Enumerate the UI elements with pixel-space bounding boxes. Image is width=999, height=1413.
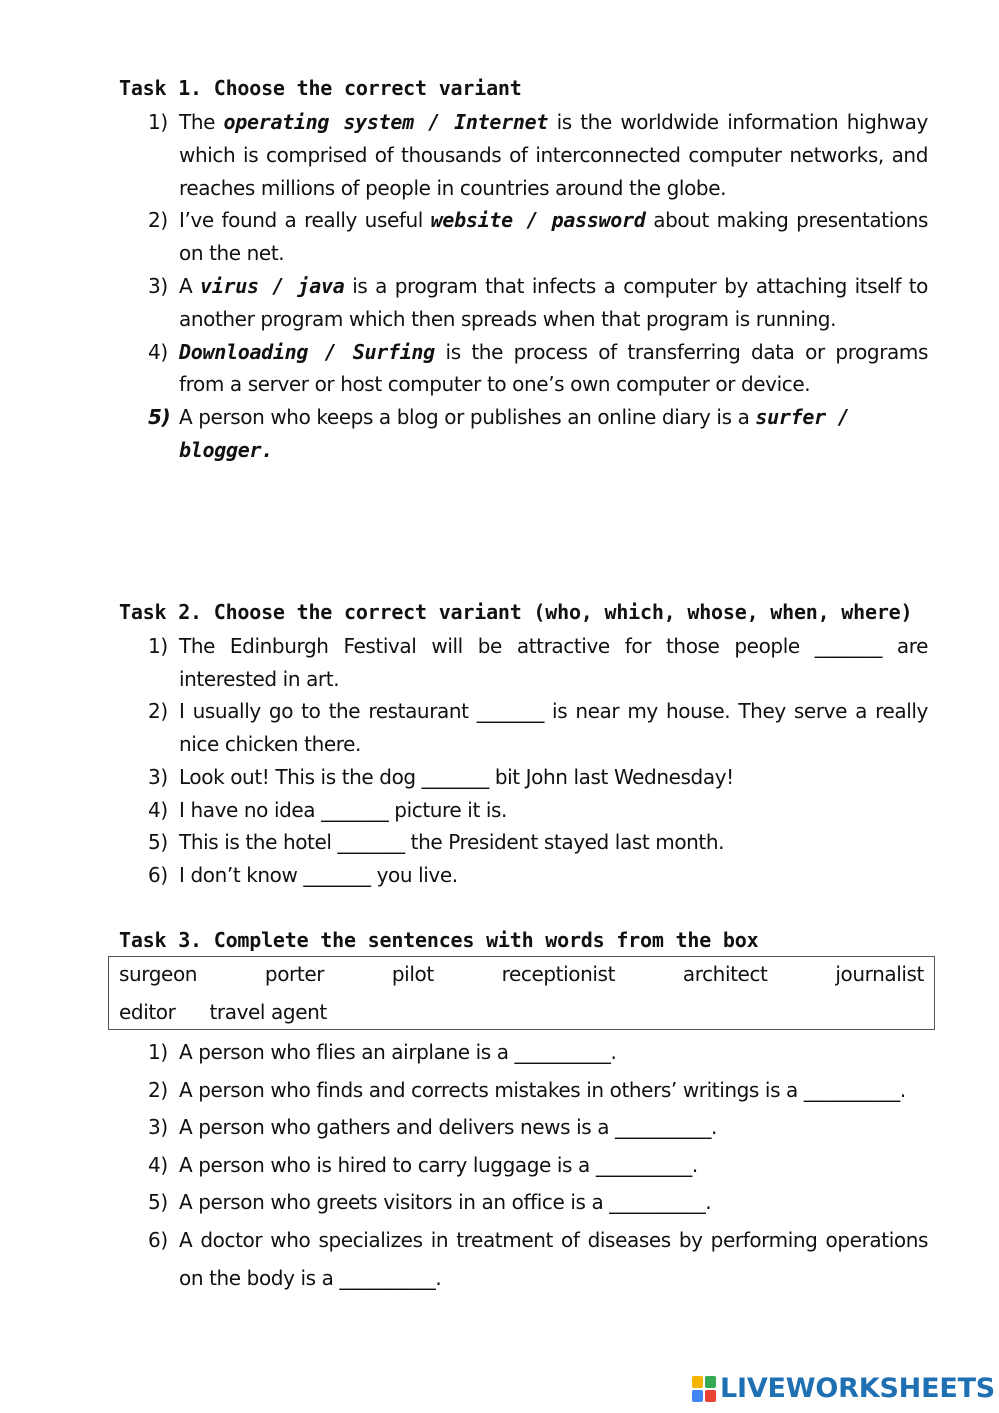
box-word: journalist: [835, 962, 924, 986]
item-text: [179, 401, 928, 467]
item-number: 5): [148, 1190, 168, 1215]
item-number: 5): [148, 830, 168, 855]
item-text[interactable]: A person who gathers and delivers news is a __________.: [179, 1115, 718, 1140]
box-word: pilot: [391, 962, 434, 986]
item-text: [179, 106, 928, 204]
answer-options[interactable]: operating system / Internet: [223, 110, 549, 134]
list-item: [148, 695, 928, 760]
item-number: 4): [148, 797, 168, 822]
box-word: porter: [264, 962, 325, 986]
word-box-row: [119, 962, 924, 986]
list-item: [148, 1147, 928, 1185]
logo-square: [705, 1390, 716, 1402]
answer-options[interactable]: surfer / blogger.: [179, 405, 850, 462]
item-text: [179, 204, 928, 270]
item-text: [179, 336, 928, 402]
logo-square: [692, 1390, 703, 1402]
logo-text: LIVEWORKSHEETS: [720, 1373, 996, 1404]
logo-square: [692, 1376, 703, 1388]
box-word: architect: [682, 962, 768, 986]
item-text[interactable]: The Edinburgh Festival will be attractive for those people _______ are interested in art.: [179, 634, 928, 691]
task3-title: Task 3. Complete the sentences with words from the box: [119, 928, 759, 952]
list-item: [148, 794, 928, 827]
item-text[interactable]: A person who finds and corrects mistakes in others’ writings is a __________.: [179, 1077, 906, 1102]
item-text-post: is the worldwide information highway which is comprised of thousands of interconnected computer networks, and reaches millions of people in countries around the globe.: [179, 110, 928, 200]
list-item: [148, 1072, 928, 1110]
item-number: 3): [148, 273, 168, 298]
item-number: 2): [148, 1077, 168, 1102]
item-text[interactable]: I usually go to the restaurant _______ is near my house. They serve a really nice chicken there.: [179, 699, 928, 757]
answer-options[interactable]: Downloading / Surfing: [179, 339, 435, 364]
box-word: surgeon: [119, 962, 198, 986]
item-text[interactable]: This is the hotel _______ the President stayed last month.: [179, 830, 725, 855]
item-number: 3): [148, 1115, 168, 1140]
item-text[interactable]: A person who greets visitors in an office is a __________.: [179, 1190, 712, 1215]
liveworksheets-logo-icon: [692, 1376, 716, 1402]
list-item: [148, 826, 928, 859]
list-item: [148, 859, 928, 892]
logo-square: [705, 1376, 716, 1388]
liveworksheets-logo[interactable]: [692, 1373, 995, 1404]
list-item: [148, 1184, 928, 1222]
item-text-pre: I’ve found a really useful: [179, 208, 431, 233]
item-text-post: is a program that infects a computer by attaching itself to another program which then spreads when that program is running.: [179, 273, 928, 331]
item-number: 3): [148, 764, 168, 789]
task3-list: [148, 1034, 928, 1297]
box-word: editor: [119, 1000, 176, 1024]
task2-title: Task 2. Choose the correct variant (who, which, whose, when, where): [119, 600, 913, 624]
list-item: [148, 336, 928, 402]
item-number: 5): [148, 405, 171, 430]
list-item: [148, 1109, 928, 1147]
list-item: [148, 106, 928, 204]
item-text: [179, 270, 928, 336]
list-item: [148, 1222, 928, 1297]
item-number: 4): [148, 1152, 168, 1177]
task2-list: [148, 630, 928, 892]
item-text-pre: A: [179, 273, 201, 298]
item-number: 1): [148, 110, 168, 134]
item-number: 6): [148, 862, 168, 887]
list-item: [148, 401, 928, 467]
item-text-pre: A person who keeps a blog or publishes an online diary is a: [179, 405, 756, 430]
item-number: 2): [148, 208, 168, 233]
list-item: [148, 204, 928, 270]
list-item: [148, 630, 928, 695]
word-box-row: [119, 1000, 327, 1024]
list-item: [148, 270, 928, 336]
item-text-post: is the process of transferring data or programs from a server or host computer to one’s own computer or device.: [179, 339, 928, 397]
box-word: receptionist: [501, 962, 616, 986]
item-number: 1): [148, 634, 168, 658]
item-text-post: about making presentations on the net.: [179, 208, 928, 266]
item-text[interactable]: I have no idea _______ picture it is.: [179, 797, 507, 822]
task1-list: [148, 106, 928, 467]
item-number: 2): [148, 699, 168, 724]
item-text[interactable]: A doctor who specializes in treatment of diseases by performing operations on the body is a __________.: [179, 1227, 928, 1290]
word-box: [108, 956, 935, 1030]
list-item: [148, 1034, 928, 1072]
item-text[interactable]: A person who is hired to carry luggage is a __________.: [179, 1152, 698, 1177]
item-number: 4): [148, 339, 168, 364]
list-item: [148, 761, 928, 794]
box-word: travel agent: [209, 1000, 327, 1024]
item-number: 1): [148, 1040, 168, 1064]
item-text[interactable]: A person who flies an airplane is a __________.: [179, 1040, 617, 1064]
answer-options[interactable]: website / password: [430, 208, 646, 233]
answer-options[interactable]: virus / java: [200, 273, 345, 298]
item-text[interactable]: I don’t know _______ you live.: [179, 862, 458, 887]
item-text-pre: The: [179, 110, 224, 134]
task1-title: Task 1. Choose the correct variant: [119, 76, 522, 100]
item-text[interactable]: Look out! This is the dog _______ bit John last Wednesday!: [179, 764, 734, 789]
item-number: 6): [148, 1227, 168, 1252]
